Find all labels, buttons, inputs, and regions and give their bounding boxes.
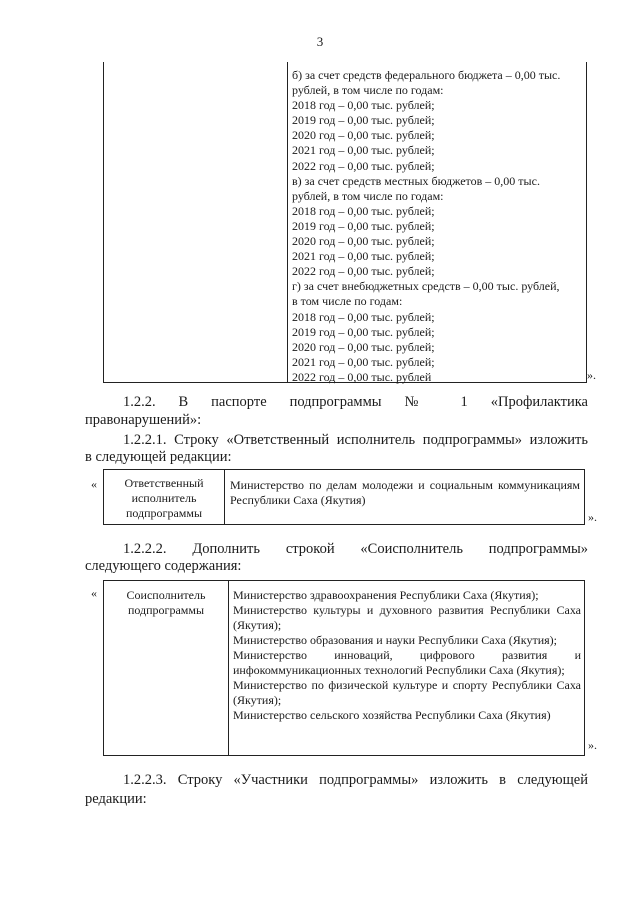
paragraph-1-2-2-2-line2: следующего содержания: (85, 558, 242, 574)
funding-line: б) за счет средств федерального бюджета – 0,00 тыс. (292, 68, 561, 82)
column-divider (228, 581, 229, 755)
responsible-executor-table (103, 469, 585, 525)
funding-line: 2020 год – 0,00 тыс. рублей; (292, 339, 435, 354)
co-executor-list (233, 588, 581, 723)
row-label: Соисполнитель подпрограммы (126, 588, 206, 617)
funding-line: 2019 год – 0,00 тыс. рублей; (292, 324, 435, 339)
funding-line: 2021 год – 0,00 тыс. рублей; (292, 354, 435, 369)
funding-line: 2018 год – 0,00 тыс. рублей; (292, 309, 435, 324)
column-divider (287, 62, 288, 382)
paragraph-1-2-2-line2: правонарушений»: (85, 412, 202, 428)
funding-line: 2022 год – 0,00 тыс. рублей (292, 369, 432, 384)
paragraph-1-2-2-3-line1: 1.2.2.3. Строку «Участники подпрограммы» изложить в следующей (123, 772, 588, 788)
funding-line: 2020 год – 0,00 тыс. рублей; (292, 234, 435, 249)
closing-quote: ». (588, 738, 597, 752)
funding-line: в) за счет средств местных бюджетов – 0,00 тыс. (292, 173, 540, 188)
funding-line: 2020 год – 0,00 тыс. рублей; (292, 128, 435, 143)
paragraph-1-2-2-1-line1: 1.2.2.1. Строку «Ответственный исполнитель подпрограммы» изложить (123, 432, 588, 448)
funding-line: рублей, в том числе по годам: (292, 188, 444, 203)
paragraph-1-2-2-3-line2: редакции: (85, 791, 147, 807)
funding-line: в том числе по годам: (292, 294, 403, 309)
closing-quote: ». (588, 510, 597, 524)
funding-line: 2021 год – 0,00 тыс. рублей; (292, 249, 435, 264)
funding-line: 2022 год – 0,00 тыс. рублей; (292, 158, 435, 173)
funding-line: 2022 год – 0,00 тыс. рублей; (292, 264, 435, 279)
funding-line: 2018 год – 0,00 тыс. рублей; (292, 98, 435, 113)
row-label: Ответственный исполнитель подпрограммы (124, 476, 204, 520)
page-number: 3 (316, 34, 324, 49)
opening-quote: « (91, 477, 97, 491)
co-executor-item: Министерство инноваций, цифрового развития и инфокоммуникационных технологий Республики Саха (Якутия); (233, 648, 581, 677)
funding-line: 2018 год – 0,00 тыс. рублей; (292, 203, 435, 218)
row-value: Министерство по делам молодежи и социальным коммуникациям Республики Саха (Якутия) (230, 478, 580, 507)
funding-line: рублей, в том числе по годам: (292, 83, 444, 98)
closing-quote: ». (587, 368, 596, 382)
column-divider (224, 470, 225, 524)
co-executor-table (103, 580, 585, 756)
funding-cell (292, 68, 582, 385)
co-executor-item: Министерство по физической культуре и спорту Республики Саха (Якутия); (233, 678, 581, 707)
funding-line: г) за счет внебюджетных средств – 0,00 тыс. рублей, (292, 279, 560, 294)
paragraph-1-2-2-line1: 1.2.2. В паспорте подпрограммы № 1 «Профилактика (123, 394, 588, 410)
funding-line: 2021 год – 0,00 тыс. рублей; (292, 143, 435, 158)
funding-line: 2019 год – 0,00 тыс. рублей; (292, 218, 435, 233)
opening-quote: « (91, 586, 97, 600)
paragraph-1-2-2-1-line2: в следующей редакции: (85, 449, 232, 465)
co-executor-item: Министерство сельского хозяйства Республики Саха (Якутия) (233, 708, 551, 722)
co-executor-item: Министерство образования и науки Республики Саха (Якутия); (233, 633, 557, 647)
paragraph-1-2-2-2-line1: 1.2.2.2. Дополнить строкой «Соисполнитель подпрограммы» (123, 541, 588, 557)
co-executor-item: Министерство здравоохранения Республики Саха (Якутия); (233, 588, 539, 602)
funding-line: 2019 год – 0,00 тыс. рублей; (292, 113, 435, 128)
funding-table-continuation (103, 62, 587, 383)
co-executor-item: Министерство культуры и духовного развития Республики Саха (Якутия); (233, 603, 581, 632)
